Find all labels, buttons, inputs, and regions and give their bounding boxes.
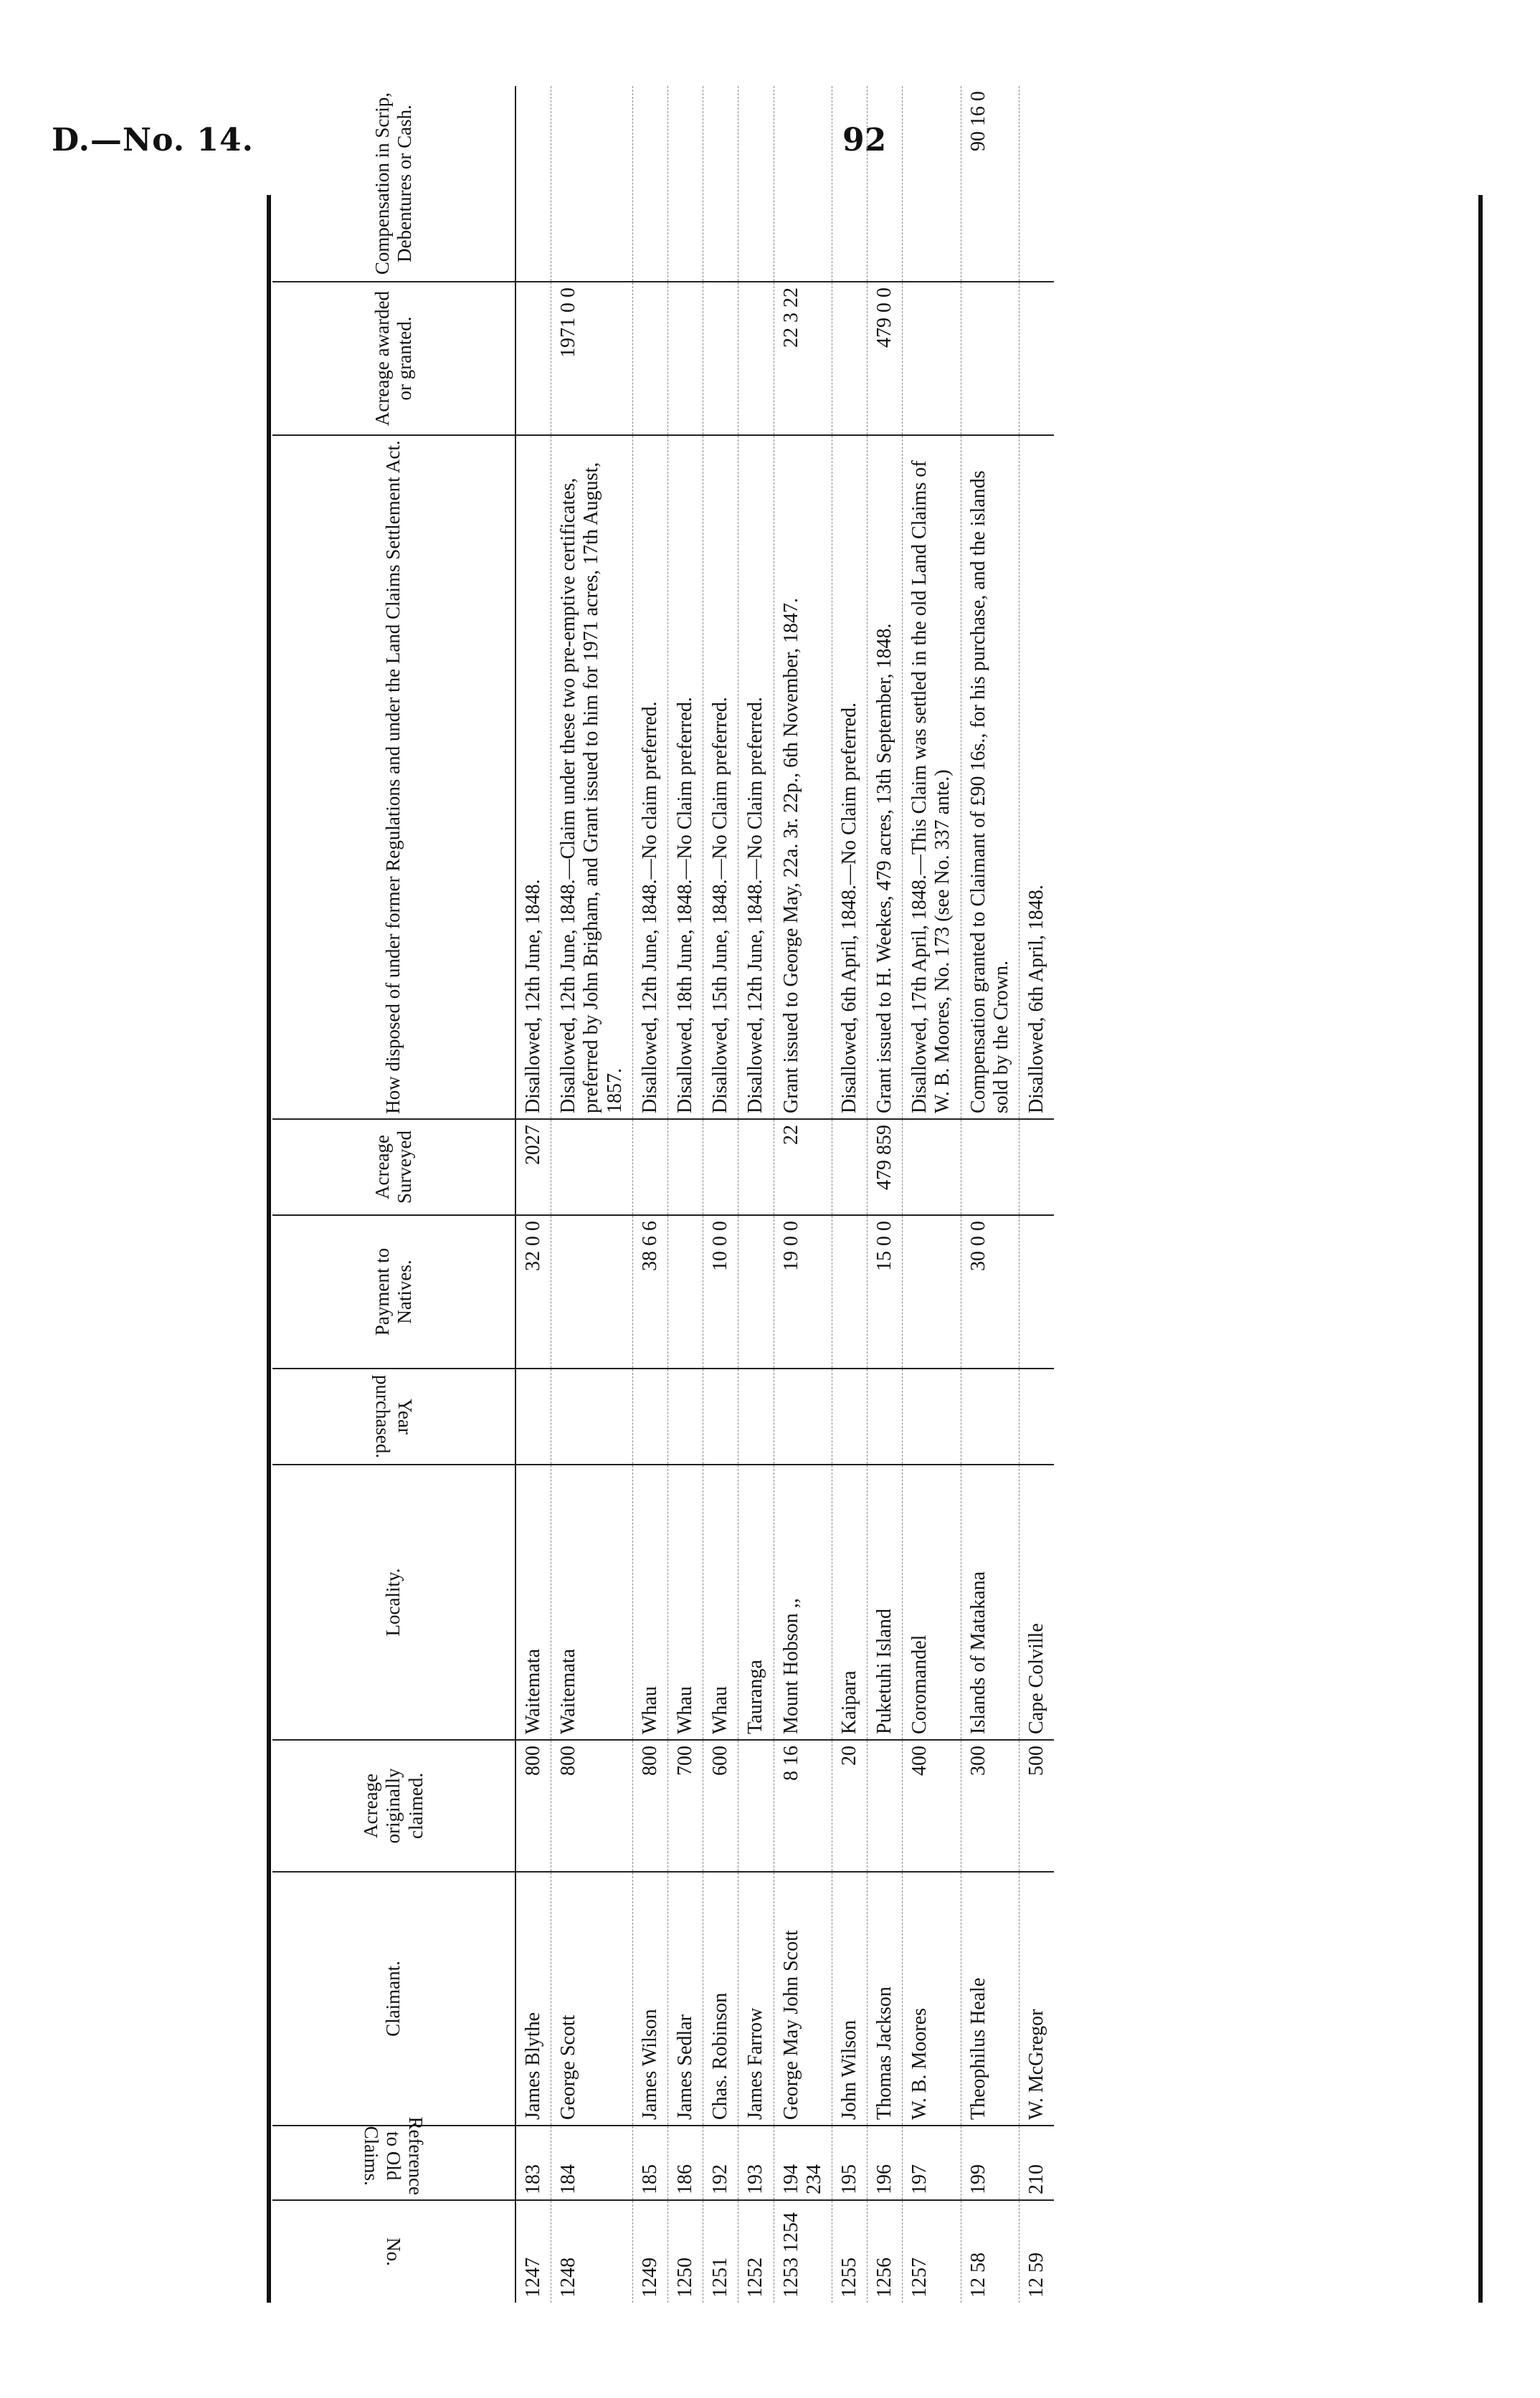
cell-compensation [515, 86, 551, 282]
cell-year [738, 1369, 774, 1465]
cell-surveyed [667, 1119, 703, 1215]
cell-compensation [551, 86, 633, 282]
table-row [832, 86, 867, 2303]
cell-acreage-claimed: 20 [832, 1740, 867, 1872]
cell-no: 1252 [738, 2200, 774, 2303]
cell-awarded: 479 0 0 [868, 282, 903, 435]
cell-disposed: Disallowed, 18th June, 1848.—No Claim preferred. [667, 435, 703, 1119]
cell-surveyed: 22 [774, 1119, 832, 1215]
cell-payment: 38 6 6 [632, 1215, 667, 1369]
cell-disposed: Compensation granted to Claimant of £90 16s., for his purchase, and the islands sold by the Crown. [961, 435, 1019, 1119]
cell-ref: 193 [738, 2126, 774, 2200]
cell-surveyed [703, 1119, 738, 1215]
cell-payment [1019, 1215, 1055, 1369]
cell-acreage-claimed: 600 [703, 1740, 738, 1872]
cell-acreage-claimed: 800 [515, 1740, 551, 1872]
cell-disposed: Grant issued to George May, 22a. 3r. 22p., 6th November, 1847. [774, 435, 832, 1119]
cell-no: 1248 [551, 2200, 633, 2303]
cell-disposed: Grant issued to H. Weekes, 479 acres, 13th September, 1848. [868, 435, 903, 1119]
cell-no: 1251 [703, 2200, 738, 2303]
cell-ref: 186 [667, 2126, 703, 2200]
cell-claimant: James Wilson [632, 1872, 667, 2126]
cell-year [961, 1369, 1019, 1465]
cell-awarded [738, 282, 774, 435]
cell-payment [551, 1215, 633, 1369]
cell-locality: Coromandel [903, 1465, 961, 1740]
cell-awarded [632, 282, 667, 435]
cell-disposed: Disallowed, 6th April, 1848.—No Claim preferred. [832, 435, 867, 1119]
cell-compensation [774, 86, 832, 282]
cell-payment: 19 0 0 [774, 1215, 832, 1369]
cell-no: 1257 [903, 2200, 961, 2303]
cell-acreage-claimed: 500 [1019, 1740, 1055, 1872]
table-row [703, 86, 738, 2303]
cell-acreage-claimed: 800 [551, 1740, 633, 1872]
cell-disposed: Disallowed, 12th June, 1848.—Claim under these two pre-emptive certificates, preferred by John Brigham, and Grant issued to him for 1971 acres, 17th August, 1857. [551, 435, 633, 1119]
cell-ref: 185 [632, 2126, 667, 2200]
rotated-table-stage [272, 91, 1477, 2303]
cell-claimant: George Scott [551, 1872, 633, 2126]
cell-year [667, 1369, 703, 1465]
cell-no: 1247 [515, 2200, 551, 2303]
cell-acreage-claimed: 800 [632, 1740, 667, 1872]
cell-locality: Tauranga [738, 1465, 774, 1740]
cell-payment [832, 1215, 867, 1369]
cell-year [903, 1369, 961, 1465]
cell-no: 1253 1254 [774, 2200, 832, 2303]
cell-acreage-claimed [868, 1740, 903, 1872]
cell-compensation [1019, 86, 1055, 282]
cell-ref: 184 [551, 2126, 633, 2200]
table-row [903, 86, 961, 2303]
cell-claimant: W. B. Moores [903, 1872, 961, 2126]
cell-ref: 183 [515, 2126, 551, 2200]
cell-awarded [903, 282, 961, 435]
cell-locality: Whau [667, 1465, 703, 1740]
cell-compensation [632, 86, 667, 282]
cell-year [703, 1369, 738, 1465]
cell-disposed: Disallowed, 12th June, 1848.—No Claim preferred. [738, 435, 774, 1119]
table-row [738, 86, 774, 2303]
cell-awarded [667, 282, 703, 435]
cell-year [551, 1369, 633, 1465]
cell-claimant: James Farrow [738, 1872, 774, 2126]
cell-acreage-claimed: 400 [903, 1740, 961, 1872]
header-row [272, 86, 515, 2303]
cell-compensation [738, 86, 774, 282]
cell-year [1019, 1369, 1055, 1465]
header-payment: Payment to Natives. [272, 1215, 515, 1369]
cell-awarded [703, 282, 738, 435]
cell-ref: 194 234 [774, 2126, 832, 2200]
cell-awarded [961, 282, 1019, 435]
cell-compensation [832, 86, 867, 282]
cell-compensation [703, 86, 738, 282]
document-reference: D.—No. 14. [52, 122, 254, 158]
header-locality: Locality. [272, 1465, 515, 1740]
cell-year [774, 1369, 832, 1465]
cell-locality: Mount Hobson ,, [774, 1465, 832, 1740]
cell-no: 1250 [667, 2200, 703, 2303]
cell-claimant: Theophilus Heale [961, 1872, 1019, 2126]
cell-surveyed [551, 1119, 633, 1215]
cell-surveyed: 479 859 [868, 1119, 903, 1215]
cell-awarded [832, 282, 867, 435]
cell-disposed: Disallowed, 17th April, 1848.—This Claim was settled in the old Land Claims of W. B. Moores, No. 173 (see No. 337 ante.) [903, 435, 961, 1119]
table-row [667, 86, 703, 2303]
cell-claimant: John Wilson [832, 1872, 867, 2126]
header-surveyed: Acreage Surveyed [272, 1119, 515, 1215]
cell-surveyed [832, 1119, 867, 1215]
cell-no: 1255 [832, 2200, 867, 2303]
cell-no: 12 58 [961, 2200, 1019, 2303]
header-awarded: Acreage awarded or granted. [272, 282, 515, 435]
cell-locality: Puketuhi Island [868, 1465, 903, 1740]
cell-payment [738, 1215, 774, 1369]
cell-claimant: W. McGregor [1019, 1872, 1055, 2126]
table-frame-right [1478, 195, 1483, 2303]
cell-acreage-claimed: 700 [667, 1740, 703, 1872]
cell-claimant: James Sedlar [667, 1872, 703, 2126]
cell-year [515, 1369, 551, 1465]
cell-claimant: Chas. Robinson [703, 1872, 738, 2126]
cell-payment: 32 0 0 [515, 1215, 551, 1369]
cell-awarded [1019, 282, 1055, 435]
cell-year [632, 1369, 667, 1465]
cell-surveyed [903, 1119, 961, 1215]
header-claimant: Claimant. [272, 1872, 515, 2126]
table-frame-left [267, 195, 271, 2303]
cell-locality: Cape Colville [1019, 1465, 1055, 1740]
cell-locality: Waitemata [551, 1465, 633, 1740]
cell-claimant: George May John Scott [774, 1872, 832, 2126]
land-claims-table [272, 86, 1054, 2303]
cell-awarded: 22 3 22 [774, 282, 832, 435]
cell-awarded: 1971 0 0 [551, 282, 633, 435]
cell-claimant: James Blythe [515, 1872, 551, 2126]
cell-no: 1249 [632, 2200, 667, 2303]
table-row [515, 86, 551, 2303]
cell-ref: 195 [832, 2126, 867, 2200]
cell-compensation [903, 86, 961, 282]
header-acreage-claimed: Acreage originally claimed. [272, 1740, 515, 1872]
cell-awarded [515, 282, 551, 435]
table-row [632, 86, 667, 2303]
cell-disposed: Disallowed, 6th April, 1848. [1019, 435, 1055, 1119]
cell-disposed: Disallowed, 12th June, 1848.—No claim preferred. [632, 435, 667, 1119]
cell-acreage-claimed [738, 1740, 774, 1872]
cell-year [832, 1369, 867, 1465]
header-year: Year purchased. [272, 1369, 515, 1465]
cell-disposed: Disallowed, 12th June, 1848. [515, 435, 551, 1119]
cell-disposed: Disallowed, 15th June, 1848.—No Claim preferred. [703, 435, 738, 1119]
table-row [774, 86, 832, 2303]
cell-ref: 192 [703, 2126, 738, 2200]
header-compensation: Compensation in Scrip, Debentures or Cash. [272, 86, 515, 282]
cell-locality: Whau [703, 1465, 738, 1740]
cell-surveyed [738, 1119, 774, 1215]
header-disposed: How disposed of under former Regulations and under the Land Claims Settlement Act. [272, 435, 515, 1119]
cell-compensation [868, 86, 903, 282]
cell-surveyed [961, 1119, 1019, 1215]
cell-ref: 210 [1019, 2126, 1055, 2200]
cell-ref: 196 [868, 2126, 903, 2200]
cell-surveyed [1019, 1119, 1055, 1215]
cell-payment: 10 0 0 [703, 1215, 738, 1369]
cell-locality: Kaipara [832, 1465, 867, 1740]
cell-locality: Islands of Matakana [961, 1465, 1019, 1740]
cell-payment [903, 1215, 961, 1369]
cell-compensation: 90 16 0 [961, 86, 1019, 282]
cell-ref: 199 [961, 2126, 1019, 2200]
table-row [1019, 86, 1055, 2303]
cell-payment: 15 0 0 [868, 1215, 903, 1369]
table-row [868, 86, 903, 2303]
header-ref-old: Reference to Old Claims. [272, 2126, 515, 2200]
cell-payment [667, 1215, 703, 1369]
header-no: No. [272, 2200, 515, 2303]
cell-no: 1256 [868, 2200, 903, 2303]
cell-claimant: Thomas Jackson [868, 1872, 903, 2126]
cell-payment: 30 0 0 [961, 1215, 1019, 1369]
table-row [551, 86, 633, 2303]
cell-locality: Waitemata [515, 1465, 551, 1740]
cell-acreage-claimed: 300 [961, 1740, 1019, 1872]
cell-compensation [667, 86, 703, 282]
cell-ref: 197 [903, 2126, 961, 2200]
cell-surveyed: 2027 [515, 1119, 551, 1215]
cell-no: 12 59 [1025, 2252, 1047, 2298]
cell-year [868, 1369, 903, 1465]
cell-surveyed [632, 1119, 667, 1215]
page-number: 92 [842, 122, 887, 158]
cell-locality: Whau [632, 1465, 667, 1740]
cell-acreage-claimed: 8 16 [774, 1740, 832, 1872]
rotated-table-content [272, 91, 1477, 2303]
table-row [961, 86, 1019, 2303]
